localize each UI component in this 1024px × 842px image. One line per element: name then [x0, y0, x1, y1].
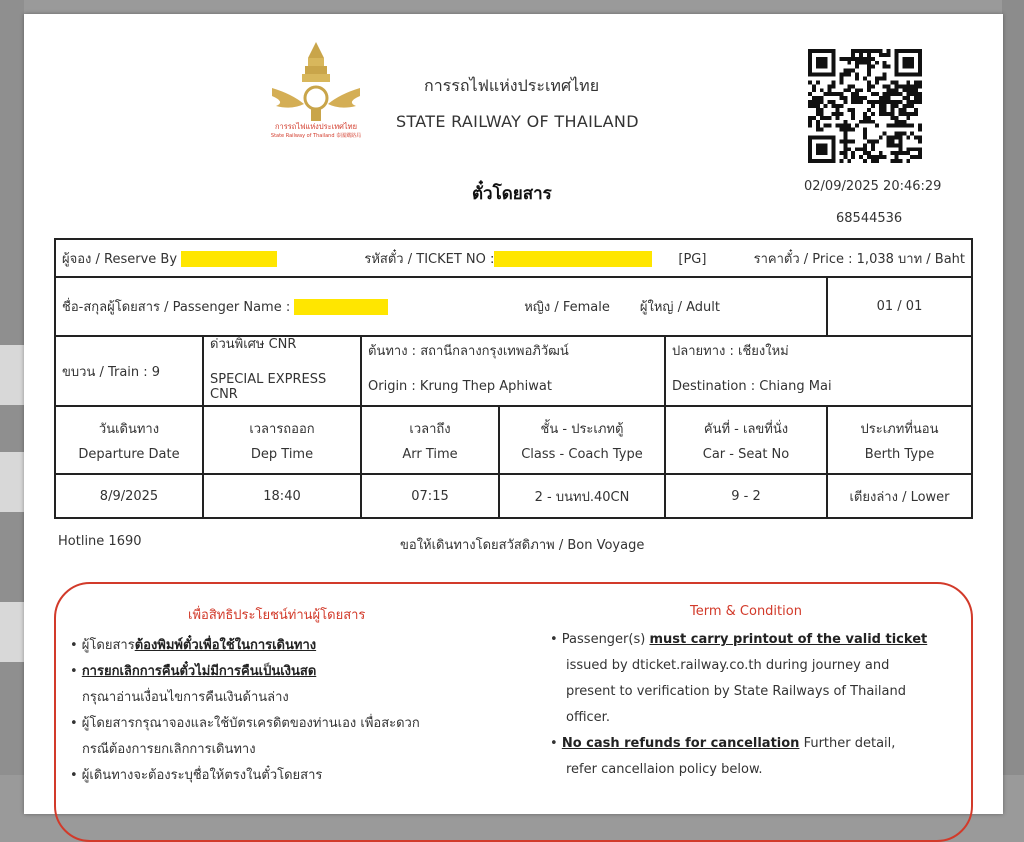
- redacted-highlight: [494, 251, 652, 267]
- col-header-thai: วันเดินทาง: [98, 422, 160, 437]
- bon-voyage: ขอให้เดินทางโดยสวัสดิภาพ / Bon Voyage: [400, 538, 645, 553]
- svg-text:การรถไฟแห่งประเทศไทย: การรถไฟแห่งประเทศไทย: [274, 122, 358, 131]
- col-header-thai: เวลาถึง: [409, 422, 451, 437]
- passenger-cell: [55, 277, 827, 336]
- train-number: ขบวน / Train : 9: [55, 336, 203, 406]
- col-header-english: Dep Time: [250, 447, 314, 462]
- terms-english-line: refer cancellaion policy below.: [566, 762, 763, 777]
- issue-datetime: 02/09/2025 20:46:29: [804, 179, 942, 194]
- viewer-backdrop-right: [1002, 0, 1024, 775]
- redacted-highlight: [294, 299, 388, 315]
- terms-text: •: [550, 736, 562, 751]
- class-coach-type: 2 - บนทป.40CN: [499, 474, 665, 518]
- passenger-name-label: ชื่อ-สกุลผู้โดยสาร / Passenger Name :: [62, 300, 291, 315]
- car-seat-number: 9 - 2: [665, 474, 827, 518]
- issue-number: 68544536: [836, 211, 903, 226]
- col-header: [499, 406, 665, 474]
- train-type-thai: ด่วนพิเศษ CNR: [210, 336, 297, 352]
- terms-thai-line: • ผู้โดยสารกรุณาจองและใช้บัตรเครดิตของท่านเอง เพื่อสะดวก: [70, 716, 420, 731]
- col-header: [55, 406, 203, 474]
- passenger-seq: 01 / 01: [827, 277, 972, 336]
- terms-thai-line: กรณีต้องการยกเลิกการเดินทาง: [82, 742, 256, 757]
- terms-thai-line: [70, 659, 510, 685]
- col-header-english: Car - Seat No: [702, 447, 790, 462]
- reserve-by: [62, 248, 277, 269]
- col-header-english: Departure Date: [78, 447, 180, 462]
- col-header: [665, 406, 827, 474]
- terms-text: •: [70, 664, 82, 679]
- ticket-price: ราคาตั๋ว / Price : 1,038 บาท / Baht: [753, 251, 965, 267]
- terms-english-line: present to verification by State Railways of Thailand: [566, 684, 906, 699]
- terms-thai-heading: เพื่อสิทธิประโยชน์ท่านผู้โดยสาร: [188, 608, 366, 623]
- origin-english: Origin : Krung Thep Aphiwat: [368, 379, 552, 394]
- background-panel: [0, 602, 24, 662]
- background-panel: [0, 452, 24, 512]
- col-header: [203, 406, 361, 474]
- terms-english-heading: Term & Condition: [690, 604, 802, 619]
- destination-english: Destination : Chiang Mai: [672, 379, 832, 394]
- terms-emphasis: การยกเลิกการคืนตั๋วไม่มีการคืนเป็นเงินสด: [81, 664, 317, 679]
- departure-time: 18:40: [203, 474, 361, 518]
- train-type: [203, 336, 361, 406]
- terms-emphasis: No cash refunds for cancellation: [561, 736, 800, 751]
- col-header-thai: คันที่ - เลขที่นั่ง: [703, 422, 789, 437]
- reserve-by-label: ผู้จอง / Reserve By: [62, 251, 178, 267]
- ticket-table: [54, 238, 973, 519]
- berth-type: เตียงล่าง / Lower: [827, 474, 972, 518]
- ticket-number-label: รหัสตั๋ว / TICKET NO :: [364, 251, 495, 267]
- terms-thai-line: • ผู้เดินทางจะต้องระบุชื่อให้ตรงในตั๋วโดยสาร: [70, 768, 323, 783]
- col-header-english: Class - Coach Type: [521, 447, 643, 462]
- ticket-page: [24, 14, 1003, 814]
- terms-box: [54, 582, 973, 842]
- col-header-thai: ชั้น - ประเภทตู้: [540, 422, 624, 437]
- svg-text:State Railway of Thailand 泰國鐵路: State Railway of Thailand 泰國鐵路局: [270, 133, 362, 139]
- col-header-thai: เวลารถออก: [249, 422, 315, 437]
- ticket-number: [364, 248, 706, 269]
- col-header-english: Arr Time: [402, 447, 458, 462]
- arrival-time: 07:15: [361, 474, 499, 518]
- col-header-english: Berth Type: [864, 447, 935, 462]
- ticket-row-passenger: [55, 277, 972, 336]
- ticket-header-row: [55, 406, 972, 474]
- origin-thai: ต้นทาง : สถานีกลางกรุงเทพอภิวัฒน์: [368, 344, 569, 359]
- terms-emphasis: must carry printout of the valid ticket: [649, 632, 928, 647]
- org-name-english: STATE RAILWAY OF THAILAND: [396, 112, 639, 131]
- terms-text: Further detail,: [799, 736, 896, 751]
- terms-text: • Passenger(s): [550, 632, 650, 647]
- passenger-gender: หญิง / Female: [524, 300, 610, 315]
- terms-english-line: [550, 731, 950, 757]
- viewer-backdrop-left: [0, 0, 24, 775]
- hotline: Hotline 1690: [58, 534, 142, 549]
- terms-english-line: officer.: [566, 710, 610, 725]
- train-type-english: SPECIAL EXPRESS CNR: [210, 371, 327, 402]
- terms-thai-line: [70, 633, 510, 659]
- org-name-thai: การรถไฟแห่งประเทศไทย: [424, 76, 600, 95]
- redacted-highlight: [181, 251, 277, 267]
- destination: [665, 336, 972, 406]
- passenger-age-type: ผู้ใหญ่ / Adult: [639, 300, 720, 315]
- background-panel: [0, 345, 24, 405]
- col-header: [361, 406, 499, 474]
- ticket-row-route: [55, 336, 972, 406]
- qr-code-icon: [808, 49, 922, 163]
- departure-date: 8/9/2025: [55, 474, 203, 518]
- terms-thai: [70, 604, 510, 789]
- terms-english-line: issued by dticket.railway.co.th during journey and: [566, 658, 890, 673]
- terms-english-line: [550, 627, 950, 653]
- origin: [361, 336, 665, 406]
- terms-english: [550, 604, 950, 783]
- col-header: [827, 406, 972, 474]
- ticket-row-reserve: [55, 239, 972, 277]
- ticket-value-row: [55, 474, 972, 518]
- document-title: ตั๋วโดยสาร: [472, 184, 552, 204]
- terms-emphasis: ต้องพิมพ์ตั๋วเพื่อใช้ในการเดินทาง: [134, 638, 317, 653]
- col-header-thai: ประเภทที่นอน: [860, 422, 939, 437]
- terms-thai-line: กรุณาอ่านเงื่อนไขการคืนเงินด้านล่าง: [82, 690, 289, 705]
- ticket-tag: [PG]: [678, 251, 707, 267]
- reserve-cell: [55, 239, 972, 277]
- destination-thai: ปลายทาง : เชียงใหม่: [672, 344, 789, 359]
- terms-text: • ผู้โดยสาร: [70, 638, 135, 653]
- srt-garuda-logo-icon: [268, 40, 364, 140]
